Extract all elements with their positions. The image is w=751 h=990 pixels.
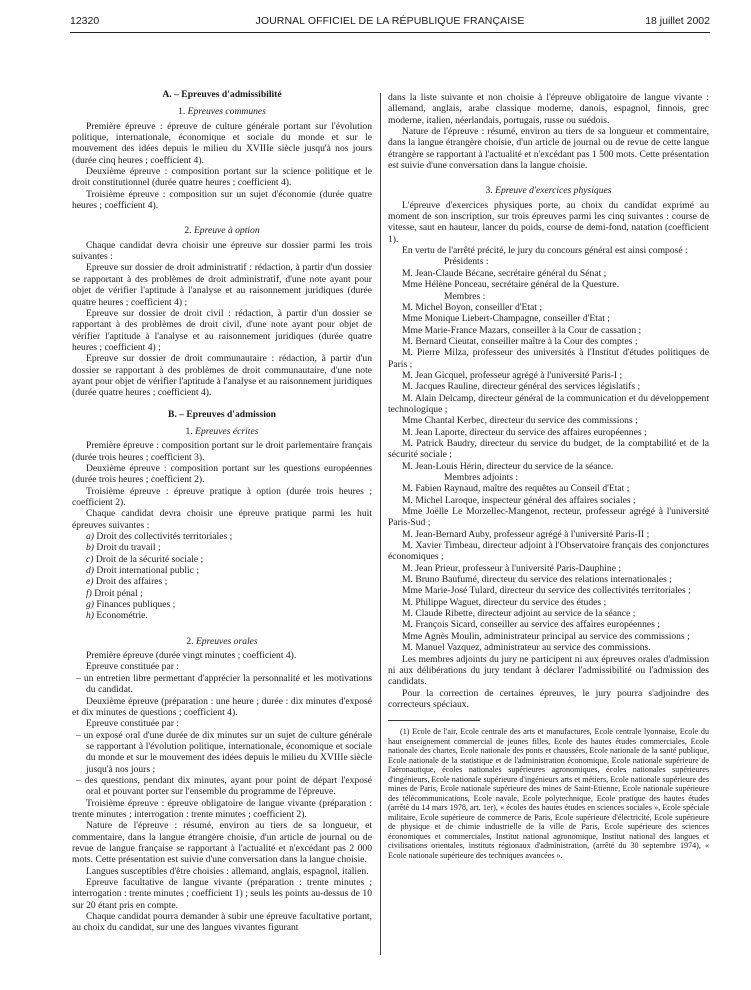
paragraph: Epreuve sur dossier de droit communautaire : rédaction, à partir d'un dossier se rapportant à des problèmes de droit communautaire, d'une note ayant pour objet de vérifier l'aptitude à l'analyse et au raisonnement juridiques (durée quatre heures ; coefficient 4). [72, 353, 372, 399]
option-item: h) Econométrie. [86, 610, 148, 622]
jury-member: Mme Joëlle Le Morzellec-Mangenot, recteur, professeur agrégé à l'université Paris-Sud ; [388, 506, 709, 529]
jury-member: M. François Sicard, conseiller au service des affaires européennes ; [402, 619, 660, 631]
paragraph: Troisième épreuve : épreuve obligatoire de langue vivante (préparation : trente minutes ; interrogation : trente minutes ; coefficient 2). [72, 797, 372, 820]
section-b1-number: 1. [185, 425, 193, 437]
paragraph: Deuxième épreuve (préparation : une heure ; durée : dix minutes d'exposé et dix minutes de questions ; coefficient 4). [72, 695, 372, 718]
page-header [70, 15, 710, 31]
jury-member: M. Bernard Cieutat, conseiller maître à la Cour des comptes ; [402, 335, 638, 347]
paragraph: Nature de l'épreuve : résumé, environ au tiers de sa longueur et commentaire, dans la langue étrangère choisie, d'un article de journal ou de revue de cette langue étrangère se rapportant à l'actualité et n'excédant pas 1 500 mots. Cette présentation est suivie d'une conversation dans la langue choisie. [388, 126, 709, 172]
option-item: d) Droit international public ; [86, 565, 199, 577]
paragraph: Pour la correction de certaines épreuves, le jury pourra s'adjoindre des correcteurs spéciaux. [388, 687, 709, 710]
section-b2-number: 2. [186, 635, 194, 647]
jury-member: Mme Agnès Moulin, administrateur principal au service des commissions ; [402, 630, 690, 642]
option-item: b) Droit du travail ; [86, 542, 161, 554]
jury-member: M. Fabien Raynaud, maître des requêtes au Conseil d'Etat ; [402, 483, 630, 495]
jury-member: M. Jean-Claude Bécane, secrétaire général du Sénat ; [402, 267, 607, 279]
paragraph: Chaque candidat pourra demander à subir une épreuve facultative portant, au choix du candidat, sur une des langues vivantes figurant [72, 911, 372, 934]
paragraph: Epreuve sur dossier de droit civil : rédaction, à partir d'un dossier se rapportant à des problèmes de droit civil, d'une note ayant pour objet de vérifier l'aptitude à l'analyse et au raisonnement juridiques (durée quatre heures ; coefficient 4) ; [72, 307, 372, 353]
dash-item: – des questions, pendant dix minutes, ayant pour point de départ l'exposé oral et pouvant porter sur l'ensemble du programme de l'épreuve. [76, 774, 372, 798]
jury-member: Mme Monique Liebert-Champagne, conseiller d'Etat ; [402, 313, 610, 325]
jury-member: M. Alain Delcamp, directeur général de la communication et du développement technologique ; [388, 392, 709, 415]
option-item: c) Droit de la sécurité sociale ; [86, 553, 204, 565]
jury-member: M. Bruno Baufumé, directeur du service des relations internationales ; [402, 574, 672, 586]
option-item: e) Droit des affaires ; [86, 576, 168, 588]
jury-member: M. Jean Prieur, professeur à l'université Paris-Dauphine ; [402, 562, 622, 574]
left-column [72, 89, 372, 934]
right-column [388, 92, 709, 860]
jury-member: M. Michel Boyon, conseiller d'Etat ; [402, 301, 543, 313]
footnote: (1) Ecole de l'air, Ecole centrale des arts et manufactures, Ecole centrale lyonnaise, Ecole du haut enseignement commercial de jeunes filles, Ecole des hautes études commerciales, Ecole nationale des chartes, Ecole nationale des ponts et chaussées, Ecole nationale de la santé publique, Ecole nationale de la statistique et de l'administration économique, Ecole nationale supérieure de l'aéronautique, écoles nationales supérieures agronomiques, écoles nationales supérieures d'ingénieurs, Ecole nationale supérieure d'ingénieurs arts et métiers, Ecole nationale supérieure des mines de Paris, Ecole nationale supérieure des mines de Saint-Etienne, Ecole nationale supérieure des télécommunications, Ecole navale, Ecole polytechnique, Ecole pratique des hautes études (arrêté du 14 mars 1978, art. 1er), « écoles des hautes études en sciences sociales », Ecole spéciale militaire, Ecole supérieure de commerce de Paris, Ecole supérieure d'électricité, Ecole supérieure de physique et de chimie industrielle de la ville de Paris, Ecole supérieure des sciences économiques et commerciales, Institut national agronomique, Institut national des langues et civilisations orientales, instituts régionaux d'administration, (arrêté du 30 septembre 1974), « Ecole nationale supérieure des techniques avancées ». [388, 727, 709, 860]
dash-item: – un exposé oral d'une durée de dix minutes sur un sujet de culture générale se rapportant à l'évolution politique, internationale, économique et sociale du monde et sur le mouvement des idées depuis le milieu du XVIIIe siècle jusqu'à nos jours ; [76, 729, 372, 775]
journal-title: JOURNAL OFFICIEL DE LA RÉPUBLIQUE FRANÇAISE [255, 15, 525, 27]
section-a2-number: 2. [184, 225, 192, 237]
paragraph: Première épreuve : épreuve de culture générale portant sur l'évolution politique, internationale, économique et sociale du monde et sur le mouvement des idées depuis le milieu du XVIIIe siècle jusqu'à nos jours (durée cinq heures ; coefficient 4). [72, 120, 372, 166]
section-b2-heading [72, 636, 372, 647]
paragraph: Première épreuve : composition portant sur le droit parlementaire français (durée trois heures ; coefficient 3). [72, 440, 372, 463]
jury-member: M. Jean Gicquel, professeur agrégé à l'université Paris-I ; [402, 369, 623, 381]
section-b-heading: B. – Epreuves d'admission [167, 408, 277, 420]
jury-member: M. Jean-Bernard Auby, professeur agrégé à l'université Paris-II ; [402, 528, 650, 540]
paragraph: Chaque candidat devra choisir une épreuve pratique parmi les huit épreuves suivantes : [72, 508, 372, 531]
section-3-number: 3. [485, 185, 493, 197]
paragraph: Troisième épreuve : épreuve pratique à option (durée trois heures ; coefficient 2). [72, 485, 372, 508]
jury-member: M. Michel Laroque, inspecteur général des affaires sociales ; [402, 494, 636, 506]
paragraph: dans la liste suivante et non choisie à l'épreuve obligatoire de langue vivante : allemand, anglais, arabe classique moderne, danois, espagnol, finnois, grec moderne, italien, néerlandais, portugais, russe ou suédois. [388, 92, 709, 126]
section-a2-title: Epreuve à option [193, 225, 260, 237]
section-b2-title: Epreuves orales [195, 635, 258, 647]
paragraph: Langues susceptibles d'être choisies : allemand, anglais, espagnol, italien. [86, 865, 369, 877]
jury-member: M. Pierre Milza, professeur des universités à l'Institut d'études politiques de Paris ; [388, 347, 709, 370]
jury-member: M. Patrick Baudry, directeur du service du budget, de la comptabilité et de la sécurité sociale ; [388, 437, 709, 461]
jury-member: Mme Marie-José Tulard, directeur du service des collectivités territoriales ; [402, 585, 691, 597]
paragraph: Epreuve constituée par : [86, 718, 179, 730]
paragraph: Deuxième épreuve : composition portant sur les questions européennes (durée trois heures ; coefficient 2). [72, 462, 372, 486]
paragraph: Epreuve facultative de langue vivante (préparation : trente minutes ; interrogation : trente minutes ; coefficient 1) ; seuls les points au-dessus de 10 sur 20 étant pris en compte. [72, 877, 372, 911]
section-3-title: Epreuve d'exercices physiques [495, 185, 612, 197]
option-item: f) Droit pénal ; [86, 587, 143, 599]
jury-member: M. Jean-Louis Hérin, directeur du service de la séance. [402, 460, 614, 472]
jury-member: M. Philippe Waguet, directeur du service des études ; [402, 596, 607, 608]
paragraph: Nature de l'épreuve : résumé, environ au tiers de sa longueur, et commentaire, dans la langue étrangère choisie, d'un article de journal ou de revue de langue française se rapportant à l'actualité et n'excédant pas 2 000 mots. Cette présentation est suivie d'une conversation dans la langue choisie. [72, 820, 372, 866]
presidents-label: Présidents : [444, 256, 489, 268]
paragraph: L'épreuve d'exercices physiques porte, au choix du candidat exprimé au moment de son inscription, sur trois épreuves parmi les cinq suivantes : course de vitesse, saut en hauteur, lancer du poids, course de demi-fond, natation (coefficient 1). [388, 199, 709, 245]
section-a1-number: 1. [178, 106, 186, 118]
paragraph: Première épreuve (durée vingt minutes ; coefficient 4). [86, 650, 297, 662]
jury-member: Mme Chantal Kerbec, directeur du service des commissions ; [402, 415, 638, 427]
paragraph: Epreuve sur dossier de droit administratif : rédaction, à partir d'un dossier se rapportant à des problèmes de droit administratif, d'une note ayant pour objet de vérifier l'aptitude à l'analyse et au raisonnement juridiques (durée quatre heures ; coefficient 4) ; [72, 262, 372, 308]
jury-member: M. Xavier Timbeau, directeur adjoint à l'Observatoire français des conjonctures économiques ; [388, 540, 709, 563]
column-divider [380, 93, 381, 955]
option-item: a) Droit des collectivités territoriales ; [86, 531, 233, 543]
issue-date: 18 juillet 2002 [645, 15, 710, 27]
jury-member: M. Jacques Rauline, directeur général des services législatifs ; [402, 381, 641, 393]
section-a1-heading [72, 106, 372, 117]
page-number: 12320 [70, 15, 100, 27]
section-3-heading [388, 185, 709, 196]
section-a2-heading [72, 225, 372, 236]
footnote-rule [388, 720, 480, 721]
option-item: g) Finances publiques ; [86, 599, 176, 611]
adjoints-label: Membres adjoints : [444, 472, 519, 483]
paragraph: Chaque candidat devra choisir une épreuve sur dossier parmi les trois suivantes : [72, 239, 372, 263]
jury-member: Mme Marie-France Mazars, conseiller à la Cour de cassation ; [402, 324, 642, 336]
jury-member: M. Manuel Vazquez, administrateur au service des commissions. [402, 642, 651, 654]
paragraph: En vertu de l'arrêté précité, le jury du concours général est ainsi composé : [402, 245, 688, 257]
paragraph: Deuxième épreuve : composition portant sur la science politique et le droit constitutionnel (durée quatre heures ; coefficient 4). [72, 166, 372, 189]
dash-item: – un entretien libre permettant d'apprécier la personnalité et les motivations du candidat. [76, 672, 372, 696]
paragraph: Les membres adjoints du jury ne participent ni aux épreuves orales d'admission ni aux délibérations du jury tendant à déclarer l'admissibilité ou l'admission des candidats. [388, 653, 709, 688]
jury-member: M. Jean Laporte, directeur du service des affaires européennes ; [402, 426, 647, 438]
paragraph: Epreuve constituée par : [86, 661, 179, 673]
jury-member: Mme Hélène Ponceau, secrétaire général de la Questure. [402, 279, 620, 291]
section-a1-title: Epreuves communes [187, 106, 266, 118]
section-a-heading: A. – Epreuves d'admissibilité [162, 89, 282, 100]
section-b1-heading [72, 426, 372, 437]
header-rule [70, 32, 710, 33]
paragraph: Troisième épreuve : composition sur un sujet d'économie (durée quatre heures ; coefficient 4). [72, 188, 372, 212]
section-b1-title: Epreuves écrites [195, 425, 259, 437]
jury-member: M. Claude Ribette, directeur adjoint au service de la séance ; [402, 608, 636, 620]
members-label: Membres : [444, 290, 486, 302]
